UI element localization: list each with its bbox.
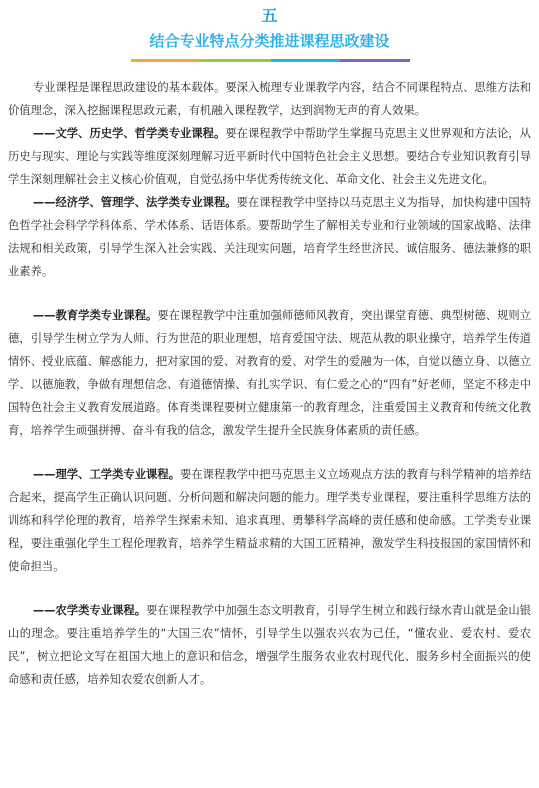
science-engineering-paragraph — [8, 463, 531, 578]
paragraph-text: 要在课程教学中把马克思主义立场观点方法的教育与科学精神的培养结合起来，提高学生正确认识问题、分析问题和解决问题的能力。理学类专业课程，要注重科学思维方法的训练和科学伦理的教育，培养学生探索未知、追求真理、勇攀科学高峰的责任感和使命感。工学类专业课程，要注重强化学生工程伦理教育，培养学生精益求精的大国工匠精神，激发学生科技报国的家国情怀和使命担当。 — [8, 468, 531, 573]
economics-paragraph — [8, 191, 531, 283]
education-paragraph — [8, 304, 531, 442]
section-title: 结合专业特点分类推进课程思政建设 — [149, 32, 390, 50]
paragraph-text: 要在课程教学中加强生态文明教育，引导学生树立和践行绿水青山就是金山银山的理念。要注重培养学生的“大国三农”情怀，引导学生以强农兴农为己任，“懂农业、爱农村、爱农民”，树立把论文写在祖国大地上的意识和信念，增强学生服务农业农村现代化、服务乡村全面振兴的使命感和责任感，培养知农爱农创新人才。 — [8, 604, 531, 686]
paragraph-lead: ——农学类专业课程。 — [32, 604, 147, 617]
article-body — [8, 76, 531, 691]
humanities-paragraph — [8, 122, 531, 191]
paragraph-text: 要在课程教学中帮助学生掌握马克思主义世界观和方法论，从历史与现实、理论与实践等维度深刻理解习近平新时代中国特色社会主义思想。要结合专业知识教育引导学生深刻理解社会主义核心价值观，自觉弘扬中华优秀传统文化、革命文化、社会主义先进文化。 — [8, 127, 531, 186]
section-number: 五 — [261, 6, 278, 25]
paragraph-lead: ——文学、历史学、哲学类专业课程。 — [32, 127, 226, 140]
agriculture-paragraph — [8, 599, 531, 691]
paragraph-text: 要在课程教学中注重加强师德师风教育，突出课堂育德、典型树德、规则立德，引导学生树立学为人师、行为世范的职业理想，培育爱国守法、规范从教的职业操守，培养学生传道情怀、授业底蕴、解惑能力，把对家国的爱、对教育的爱、对学生的爱融为一体，自觉以德立身、以德立学、以德施教，争做有理想信念、有道德情操、有扎实学识、有仁爱之心的“四有”好老师，坚定不移走中国特色社会主义教育发展道路。体育类课程要树立健康第一的教育理念，注重爱国主义教育和传统文化教育，培养学生顽强拼搏、奋斗有我的信念，激发学生提升全民族身体素质的责任感。 — [8, 309, 531, 437]
underline-segment — [340, 59, 410, 62]
intro-paragraph — [8, 76, 531, 122]
paragraph-lead: ——理学、工学类专业课程。 — [32, 468, 181, 481]
underline-segment — [131, 59, 201, 62]
paragraph-text: 要在课程教学中坚持以马克思主义为指导，加快构建中国特色哲学社会科学学科体系、学术体系、话语体系。要帮助学生了解相关专业和行业领域的国家战略、法律法规和相关政策，引导学生深入社会实践、关注现实问题，培育学生经世济民、诚信服务、德法兼修的职业素养。 — [8, 196, 531, 278]
underline-segment — [271, 59, 341, 62]
paragraph-lead: ——经济学、管理学、法学类专业课程。 — [32, 196, 237, 209]
paragraph-text: 专业课程是课程思政建设的基本载体。要深入梳理专业课教学内容，结合不同课程特点、思维方法和价值理念，深入挖掘课程思政元素，有机融入课程教学，达到润物无声的育人效果。 — [8, 81, 531, 117]
title-underline — [131, 59, 410, 62]
section-header — [0, 0, 539, 52]
paragraph-lead: ——教育学类专业课程。 — [32, 309, 158, 322]
underline-segment — [201, 59, 271, 62]
